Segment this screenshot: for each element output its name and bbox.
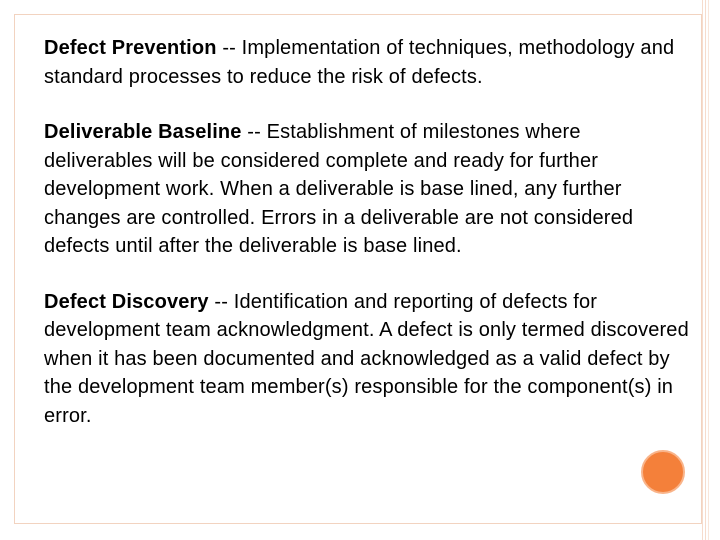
- side-decorative-rule: [702, 0, 706, 540]
- definition-separator: --: [241, 121, 267, 143]
- slide-body: [44, 34, 694, 457]
- definition-term: Defect Discovery: [44, 290, 209, 313]
- definition-term: Defect Prevention: [44, 37, 217, 59]
- accent-circle: [641, 450, 685, 494]
- definition-paragraph-defect-prevention: [44, 34, 694, 91]
- definition-paragraph-defect-discovery: [44, 288, 694, 431]
- side-decorative-rule-inner: [708, 0, 709, 540]
- definition-text: Implementation of techniques, methodology and standard processes to reduce the risk of defects.: [44, 37, 675, 88]
- definition-text: Establishment of milestones where deliverables will be considered complete and ready for further development work. When a deliverable is base lined, any further changes are controlled. Errors in a deliverable are not considered defects until after the deliverable is base lined.: [44, 121, 634, 257]
- definition-paragraph-deliverable-baseline: [44, 118, 694, 261]
- definition-separator: --: [208, 290, 234, 313]
- definition-text: Identification and reporting of defects for development team acknowledgment. A defect is only termed discovered when it has been documented and acknowledged as a valid defect by the development team member(s) responsible for the component(s) in error.: [44, 290, 689, 427]
- definition-separator: --: [216, 37, 242, 59]
- definition-term: Deliverable Baseline: [44, 121, 242, 143]
